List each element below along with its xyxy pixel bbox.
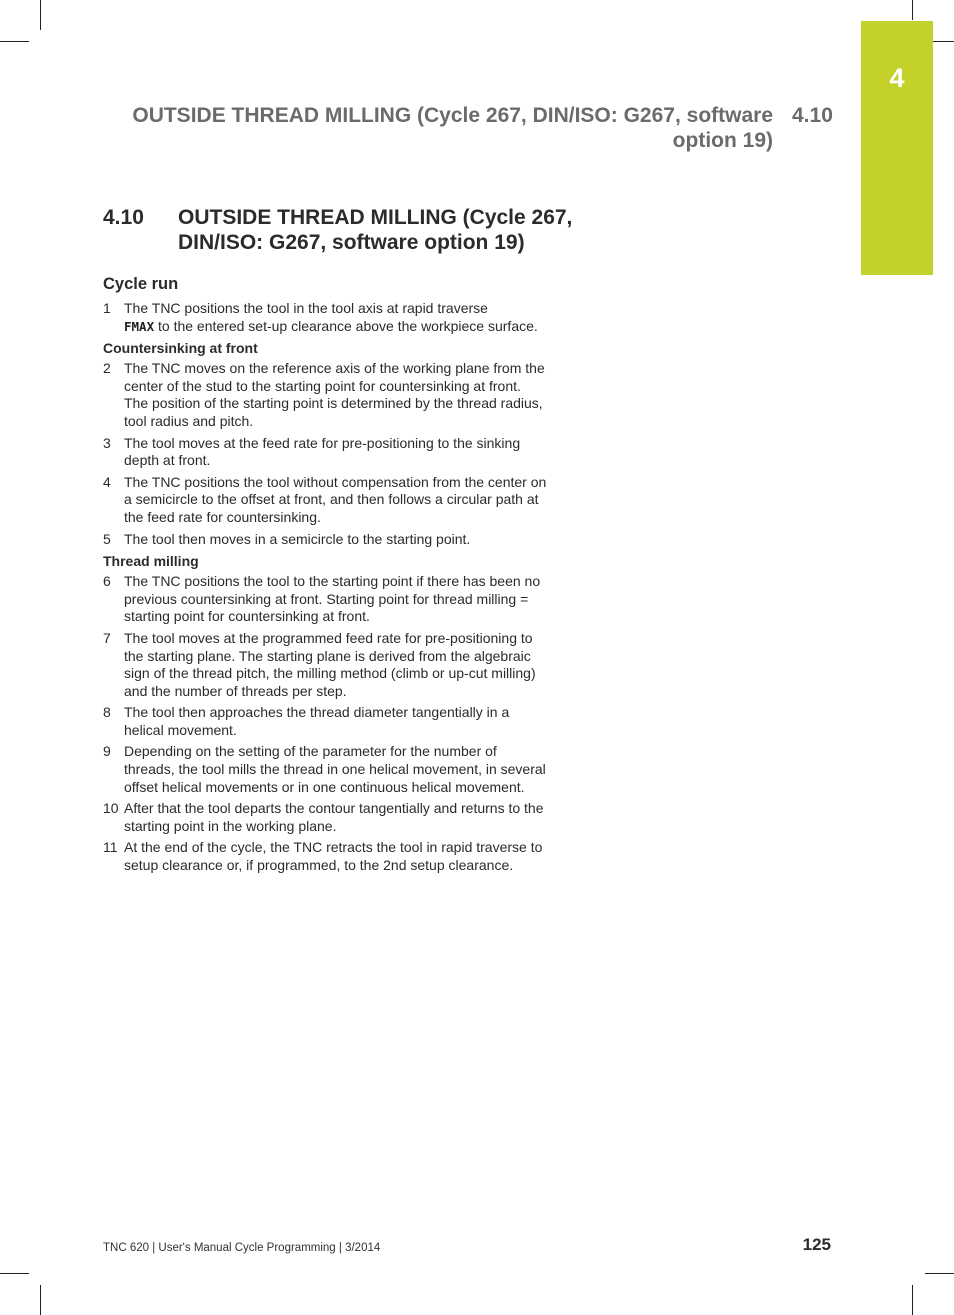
- fmax-code: FMAX: [124, 318, 155, 334]
- step-number: 8: [103, 704, 111, 721]
- thread-milling-heading: Thread milling: [103, 553, 199, 570]
- running-head-title: OUTSIDE THREAD MILLING (Cycle 267, DIN/ISO: G267, software option 19): [132, 104, 773, 152]
- step-text: At the end of the cycle, the TNC retracts the tool in rapid traverse to setup clearance or, if programmed, to the 2nd setup clearance.: [124, 839, 543, 874]
- crop-mark: [40, 0, 41, 30]
- step-number: 6: [103, 573, 111, 590]
- step-text-part: to the entered set-up clearance above the workpiece surface.: [154, 317, 538, 334]
- step-text: The tool then approaches the thread diameter tangentially in a helical movement.: [124, 704, 510, 738]
- step-text: The tool then moves in a semicircle to the starting point.: [124, 530, 471, 547]
- step-text: The tool moves at the feed rate for pre-positioning to the sinking depth at front.: [124, 434, 521, 469]
- crop-mark: [912, 1285, 913, 1315]
- chapter-number: 4: [889, 63, 905, 93]
- step-number: 5: [103, 530, 111, 547]
- step-number: 7: [103, 629, 111, 646]
- step-text: The TNC positions the tool without compensation from the center on a semicircle to the offset at front, and then follows a circular path at the feed rate for countersinking.: [124, 473, 547, 525]
- list-item: [103, 743, 548, 796]
- crop-mark: [40, 1285, 41, 1315]
- list-item: [103, 839, 548, 874]
- list-item: [103, 360, 548, 430]
- main-content: [103, 275, 548, 879]
- list-item: [103, 704, 548, 739]
- countersinking-heading: Countersinking at front: [103, 340, 258, 357]
- list-item: [103, 531, 548, 549]
- step-number: 1: [103, 300, 111, 316]
- page-number: 125: [802, 1235, 831, 1254]
- list-item: [103, 474, 548, 527]
- list-item: [103, 300, 548, 335]
- list-item: [103, 573, 548, 626]
- step-number: 2: [103, 360, 111, 377]
- section-number: 4.10: [103, 206, 144, 229]
- crop-mark: [0, 41, 29, 42]
- step-number: 10: [103, 800, 119, 817]
- chapter-tab: [861, 21, 933, 275]
- step-number: 11: [103, 839, 118, 856]
- step-number: 3: [103, 434, 111, 451]
- section-title: OUTSIDE THREAD MILLING (Cycle 267, DIN/ISO: G267, software option 19): [178, 206, 573, 254]
- step-number: 9: [103, 743, 111, 760]
- crop-mark: [0, 1273, 29, 1274]
- crop-mark: [912, 0, 913, 20]
- step-text: Depending on the setting of the parameter for the number of threads, the tool mills the thread in one helical movement, in several offset helical movements or in one continuous helical movement.: [124, 743, 546, 795]
- step-text: After that the tool departs the contour tangentially and returns to the starting point in the working plane.: [124, 800, 544, 834]
- list-item: [103, 630, 548, 700]
- footer-text: TNC 620 | User's Manual Cycle Programming | 3/2014: [103, 1242, 381, 1254]
- running-head-number: 4.10: [792, 104, 833, 127]
- step-text: The TNC moves on the reference axis of the working plane from the center of the stud to the starting point for countersinking at front. The position of the starting point is determined by the thread radius, tool radius and pitch.: [124, 360, 545, 429]
- step-text-part: The TNC positions the tool in the tool axis at rapid traverse: [124, 300, 488, 316]
- step-text: The TNC positions the tool to the starting point if there has been no previous countersinking at front. Starting point for thread milling = starting point for countersinking at front.: [124, 573, 541, 625]
- step-number: 4: [103, 473, 111, 490]
- list-item: [103, 435, 548, 470]
- cycle-run-heading: Cycle run: [103, 275, 179, 293]
- step-text: [124, 300, 548, 335]
- step-text: The tool moves at the programmed feed rate for pre-positioning to the starting plane. The starting plane is derived from the algebraic sign of the thread pitch, the milling method (climb or up-cut milling) and the number of threads per step.: [124, 629, 536, 699]
- list-item: [103, 800, 548, 835]
- crop-mark: [925, 1273, 954, 1274]
